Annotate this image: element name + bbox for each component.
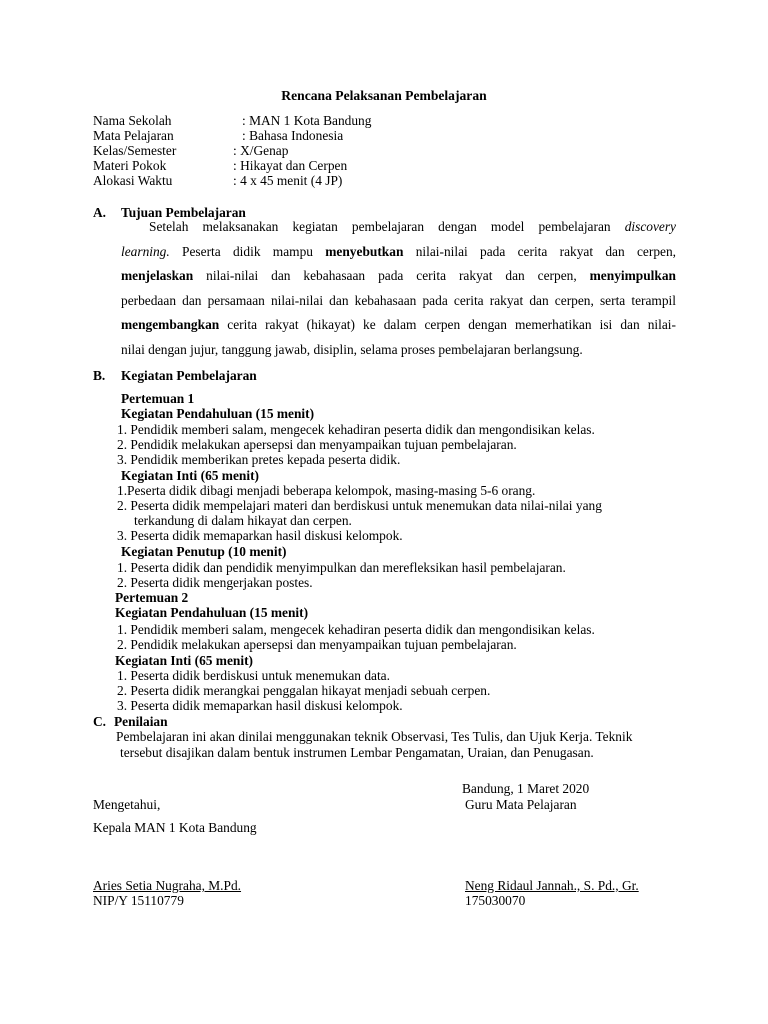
list-item: 1.Peserta didik dibagi menjadi beberapa kelompok, masing-masing 5-6 orang. xyxy=(117,483,536,498)
teacher-id: 175030070 xyxy=(465,893,526,908)
para-text-bold: mengembangkan xyxy=(121,317,220,332)
acknowledged-label: Mengetahui, xyxy=(93,797,161,812)
info-label-topic: Materi Pokok xyxy=(93,158,167,173)
section-a-heading: Tujuan Pembelajaran xyxy=(121,205,246,220)
para-text: nilai-nilai pada cerita rakyat dan cerpen, xyxy=(415,243,677,259)
meeting-2-intro-heading: Kegiatan Pendahuluan (15 menit) xyxy=(115,605,309,620)
list-item: 1. Peserta didik berdiskusi untuk menemukan data. xyxy=(117,668,390,683)
info-value-class: : X/Genap xyxy=(233,143,289,158)
info-value-subject: : Bahasa Indonesia xyxy=(242,128,344,143)
list-item: 2. Pendidik melakukan apersepsi dan menyampaikan tujuan pembelajaran. xyxy=(117,437,517,452)
section-a-letter: A. xyxy=(93,205,107,220)
list-item: 1. Pendidik memberi salam, mengecek kehadiran peserta didik dan mengondisikan kelas. xyxy=(117,622,595,637)
para-text-italic: learning. xyxy=(121,243,170,259)
para-text: Peserta didik mampu xyxy=(182,243,313,259)
info-label-school: Nama Sekolah xyxy=(93,113,172,128)
meeting-1-closing-heading: Kegiatan Penutup (10 menit) xyxy=(121,544,287,559)
info-label-class: Kelas/Semester xyxy=(93,143,177,158)
section-b-heading: Kegiatan Pembelajaran xyxy=(121,368,257,383)
info-value-topic: : Hikayat dan Cerpen xyxy=(233,158,348,173)
principal-id: NIP/Y 15110779 xyxy=(93,893,184,908)
section-c-heading: Penilaian xyxy=(114,714,168,729)
meeting-1-intro-heading: Kegiatan Pendahuluan (15 menit) xyxy=(121,406,315,421)
section-b-letter: B. xyxy=(93,368,106,383)
principal-name: Aries Setia Nugraha, M.Pd. xyxy=(93,878,242,893)
teacher-role: Guru Mata Pelajaran xyxy=(465,797,577,812)
para-text: nilai-nilai dan kebahasaan pada cerita rakyat dan cerpen, xyxy=(206,268,577,283)
info-value-time: : 4 x 45 menit (4 JP) xyxy=(233,173,343,188)
document-title: Rencana Pelaksanan Pembelajaran xyxy=(281,88,487,103)
list-item-continuation: terkandung di dalam hikayat dan cerpen. xyxy=(134,513,352,528)
meeting-2-title: Pertemuan 2 xyxy=(115,590,189,605)
list-item: 1. Pendidik memberi salam, mengecek kehadiran peserta didik dan mengondisikan kelas. xyxy=(117,422,595,437)
para-text-italic: discovery xyxy=(624,219,676,234)
para-text: perbedaan dan persamaan nilai-nilai dan kebahasaan pada cerita rakyat dan cerpen, serta terampil xyxy=(121,292,676,308)
para-text-bold: menyimpulkan xyxy=(589,268,676,283)
info-label-time: Alokasi Waktu xyxy=(93,173,173,188)
assessment-text: tersebut disajikan dalam bentuk instrumen Lembar Pengamatan, Uraian, dan Penugasan. xyxy=(120,745,594,760)
section-a-paragraph xyxy=(121,219,676,366)
list-item: 3. Pendidik memberikan pretes kepada peserta didik. xyxy=(117,452,401,467)
meeting-2-core-heading: Kegiatan Inti (65 menit) xyxy=(115,653,253,668)
list-item: 3. Peserta didik memaparkan hasil diskusi kelompok. xyxy=(117,698,403,713)
list-item: 2. Peserta didik mempelajari materi dan berdiskusi untuk menemukan data nilai-nilai yang xyxy=(117,498,602,513)
place-date: Bandung, 1 Maret 2020 xyxy=(462,781,590,796)
section-c-letter: C. xyxy=(93,714,107,729)
para-text-bold: menyebutkan xyxy=(325,243,404,259)
meeting-1-title: Pertemuan 1 xyxy=(121,391,195,406)
para-text: nilai dengan jujur, tanggung jawab, disiplin, selama proses pembelajaran berlangsung. xyxy=(121,341,583,357)
info-value-school: : MAN 1 Kota Bandung xyxy=(242,113,372,128)
list-item: 2. Peserta didik merangkai penggalan hikayat menjadi sebuah cerpen. xyxy=(117,683,491,698)
para-text: Setelah melaksanakan kegiatan pembelajaran dengan model pembelajaran xyxy=(149,219,611,234)
list-item: 1. Peserta didik dan pendidik menyimpulkan dan merefleksikan hasil pembelajaran. xyxy=(117,560,566,575)
teacher-name: Neng Ridaul Jannah., S. Pd., Gr. xyxy=(465,878,639,893)
list-item: 3. Peserta didik memaparkan hasil diskusi kelompok. xyxy=(117,528,403,543)
meeting-1-core-heading: Kegiatan Inti (65 menit) xyxy=(121,468,259,483)
para-text-bold: menjelaskan xyxy=(121,268,194,283)
assessment-text: Pembelajaran ini akan dinilai menggunakan teknik Observasi, Tes Tulis, dan Ujuk Kerja. Teknik xyxy=(116,729,633,744)
principal-role: Kepala MAN 1 Kota Bandung xyxy=(93,820,257,835)
info-label-subject: Mata Pelajaran xyxy=(93,128,174,143)
para-text: cerita rakyat (hikayat) ke dalam cerpen dengan memerhatikan isi dan nilai- xyxy=(227,317,676,332)
list-item: 2. Pendidik melakukan apersepsi dan menyampaikan tujuan pembelajaran. xyxy=(117,637,517,652)
list-item: 2. Peserta didik mengerjakan postes. xyxy=(117,575,313,590)
